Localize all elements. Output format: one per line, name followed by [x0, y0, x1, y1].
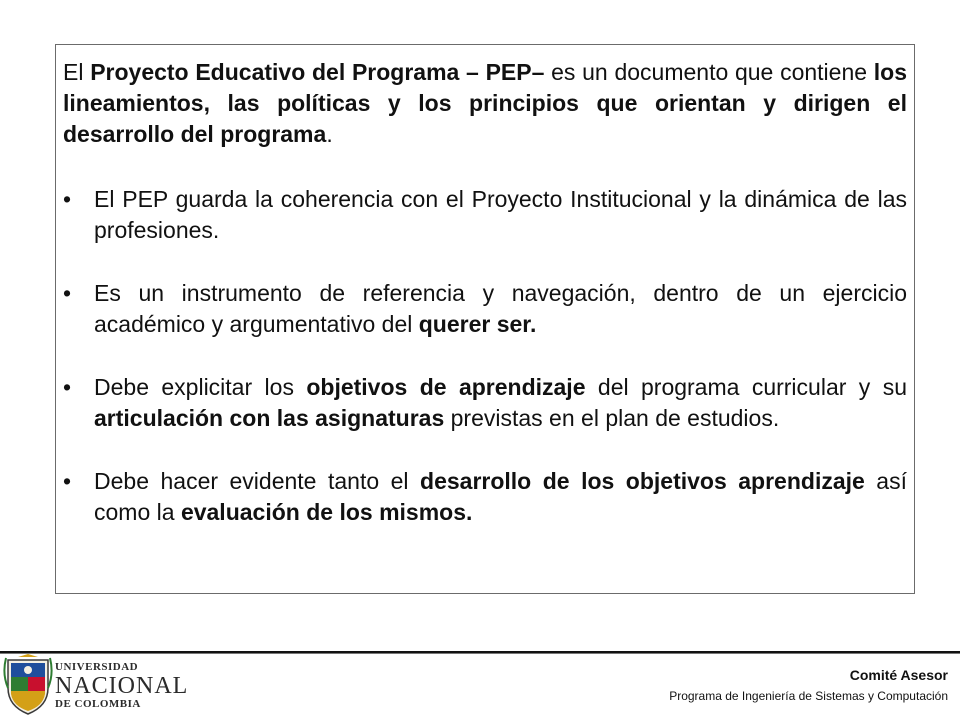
footer-subtitle: Programa de Ingeniería de Sistemas y Computación — [669, 689, 948, 703]
text-run: así como la — [94, 468, 907, 525]
text-run: previstas en el plan de estudios. — [444, 405, 780, 431]
text-run: del programa curricular y su — [585, 374, 907, 400]
university-logo — [0, 653, 189, 720]
text-run: El PEP guarda la coherencia con el Proyecto Institucional y la dinámica de las profesiones. — [94, 186, 907, 243]
text-run: Debe explicitar los — [94, 374, 307, 400]
footer-title: Comité Asesor — [849, 667, 948, 683]
bullet-marker: • — [63, 468, 72, 494]
bold-text-run: objetivos de aprendizaje — [306, 374, 586, 400]
logo-wordmark — [55, 661, 189, 711]
bold-text-run: articulación con las asignaturas — [94, 405, 445, 431]
text-run: . — [326, 121, 333, 147]
bullet-item — [63, 372, 907, 434]
intro-paragraph — [63, 57, 907, 150]
content-box — [55, 44, 915, 594]
bullet-item — [63, 278, 907, 340]
text-run: Debe hacer evidente tanto el — [94, 468, 421, 494]
text-run: es un documento que contiene — [544, 59, 874, 85]
bullet-item — [63, 466, 907, 528]
text-block — [63, 57, 907, 528]
text-run: El — [63, 59, 91, 85]
logo-line-1: UNIVERSIDAD — [55, 661, 139, 673]
bold-text-run: querer ser. — [418, 311, 537, 337]
bullet-marker: • — [63, 186, 72, 212]
bold-text-run: desarrollo de los objetivos aprendizaje — [420, 468, 865, 494]
bold-text-run: evaluación de los mismos. — [180, 499, 473, 525]
logo-line-2: NACIONAL — [55, 673, 189, 699]
footer-info — [669, 666, 948, 705]
logo-line-3: DE COLOMBIA — [55, 698, 141, 710]
coat-of-arms-icon — [2, 654, 54, 718]
bullet-list — [63, 184, 907, 528]
bullet-item — [63, 184, 907, 246]
text-run: Es un instrumento de referencia y navegación, dentro de un ejercicio académico y argumentativo del — [94, 280, 907, 337]
bold-text-run: Proyecto Educativo del Programa – PEP– — [90, 59, 545, 85]
bullet-marker: • — [63, 280, 72, 306]
bullet-marker: • — [63, 374, 72, 400]
bold-text-run: los lineamientos, las políticas y los principios que orientan y dirigen el desarrollo del programa — [63, 59, 908, 147]
